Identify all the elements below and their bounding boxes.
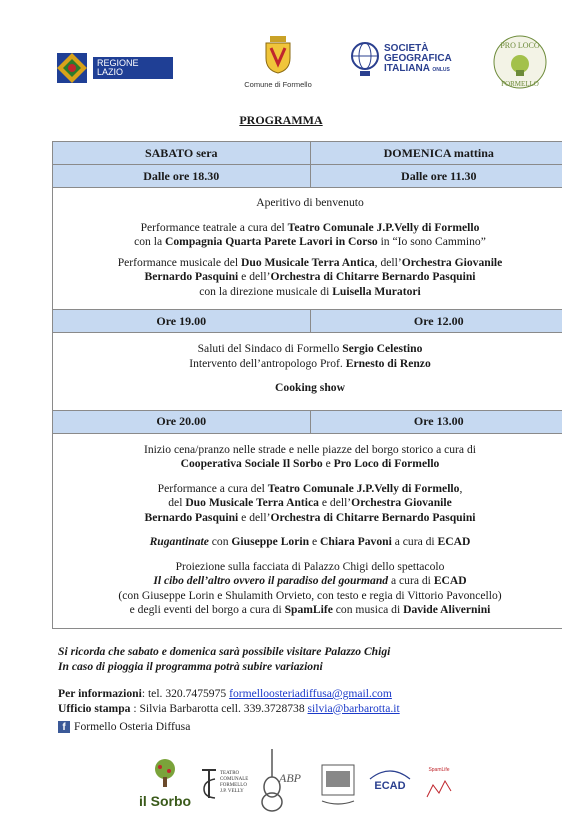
saturday-header: SABATO sera (53, 142, 311, 164)
terra-antica-emblem-icon (318, 761, 358, 809)
formello-crest-icon (263, 36, 293, 74)
sunday-time-1: Dalle ore 11.30 (401, 168, 477, 183)
formello-caption: Comune di Formello (244, 80, 312, 89)
teatro-text-3: FORMELLO (220, 783, 247, 788)
sgi-text-2: GEOGRAFICA (384, 53, 452, 64)
program-table (52, 141, 562, 629)
teatro-text-1: TEATRO (220, 771, 240, 776)
greetings: Saluti del Sindaco di Formello Sergio Celestino Intervento dell’antropologo Prof. Ernesto di Renzo (189, 342, 431, 370)
societa-geografica-logo (350, 38, 460, 88)
cooking-show: Cooking show (275, 381, 345, 394)
terra-antica-logo (318, 761, 358, 809)
ecad-text: ECAD (374, 780, 406, 792)
lazio-text-1: REGIONE (97, 58, 139, 68)
pro-loco-emblem-icon (492, 34, 548, 90)
sponsor-logos (0, 745, 562, 815)
sgi-onlus: ONLUS (432, 67, 450, 73)
abp-text: ABP (279, 771, 301, 785)
abp-logo (260, 747, 310, 812)
program-block-3 (53, 434, 562, 628)
spam-text: SpamLife (428, 767, 450, 773)
sorbo-text: il Sorbo (138, 793, 192, 809)
note-rain: In caso di pioggia il programma potrà subire variazioni (58, 659, 323, 673)
sunday-time-3: Ore 13.00 (413, 414, 464, 428)
lazio-text-2: LAZIO (97, 67, 124, 77)
program-block-2 (53, 333, 562, 411)
welcome-aperitif: Aperitivo di benvenuto (256, 196, 364, 209)
guitar-icon (260, 747, 310, 812)
info-email-link[interactable]: formelloosteriadiffusa@gmail.com (229, 687, 392, 700)
press-email-link[interactable]: silvia@barbarotta.it (307, 701, 400, 715)
page-title: PROGRAMMA (239, 113, 323, 127)
tc-monogram-icon (200, 767, 218, 801)
note-palazzo-chigi: Si ricorda che sabato e domenica sarà possibile visitare Palazzo Chigi (58, 645, 391, 658)
music-performance: Performance musicale del Duo Musicale Terra Antica, dell’Orchestra Giovanile Bernardo Pasquini e dell’Orchestra di Chitarre Bernardo Pasquini con la direzione musicale di Luisella Muratori (117, 255, 503, 298)
day-header-row (53, 142, 562, 165)
time-row-1 (53, 165, 562, 188)
performances: Performance a cura del Teatro Comunale J.P.Velly di Formello, del Duo Musicale Terra Antica e dell’Orchestra Giovanile Bernardo Pasquini e dell’Orchestra di Chitarre Bernardo Pasquini (144, 481, 476, 524)
saturday-time-3: Ore 20.00 (53, 411, 311, 433)
header-logos (0, 28, 562, 108)
teatro-text-4: J.P. VELLY (220, 789, 244, 794)
regione-lazio-logo (55, 48, 175, 88)
theatre-performance: Performance teatrale a cura del Teatro Comunale J.P.Velly di Formello con la Compagnia Quarta Parete Lavori in Corso in “Io sono Cammino” (134, 220, 486, 248)
sgi-text-1: SOCIETÀ (384, 43, 429, 54)
sgi-text-3: ITALIANA (384, 63, 430, 74)
lazio-emblem-icon (55, 51, 89, 85)
ecad-emblem-icon (366, 763, 414, 799)
tree-icon (150, 757, 180, 787)
teatro-text-2: COMUNALE (220, 777, 249, 782)
il-sorbo-logo (137, 757, 193, 815)
ecad-logo (366, 763, 414, 799)
comune-formello-logo (238, 36, 318, 89)
rugantinate: Rugantinate con Giuseppe Lorin e Chiara Pavoni a cura di ECAD (149, 535, 471, 548)
press-office: Ufficio stampa : Silvia Barbarotta cell. 339.3728738 silvia@barbarotta.it (58, 701, 400, 715)
saturday-time-1: Dalle ore 18.30 (53, 165, 311, 187)
spamlife-emblem-icon (423, 763, 455, 803)
dinner-start: Inizio cena/pranzo nelle strade e nelle piazze del borgo storico a cura di Cooperativa Sociale Il Sorbo e Pro Loco di Formello (144, 442, 476, 470)
projection: Proiezione sulla facciata di Palazzo Chigi dello spettacolo Il cibo dell’altro ovvero il paradiso del gourmand a cura di ECAD (con Giuseppe Lorin e Shulamith Orvieto, con testo e regia di Vittorio Pavoncello) e degli eventi del borgo a cura di SpamLife con musica di Davide Alivernini (118, 559, 502, 616)
proloco-text-1: PRO LOCO (500, 41, 540, 50)
program-block-1 (53, 188, 562, 310)
sunday-time-2: Ore 12.00 (413, 313, 464, 328)
spamlife-logo (423, 763, 455, 803)
notes-section (58, 645, 538, 716)
time-row-3 (53, 411, 562, 434)
facebook-icon: f (58, 721, 70, 733)
teatro-comunale-logo (200, 767, 260, 807)
saturday-time-2: Ore 19.00 (53, 310, 311, 332)
time-row-2 (53, 310, 562, 333)
facebook-label: Formello Osteria Diffusa (74, 720, 191, 733)
globe-icon (350, 38, 380, 78)
pro-loco-logo (492, 34, 548, 90)
facebook-link[interactable] (58, 720, 190, 733)
contact-info: Per informazioni: tel. 320.7475975 formelloosteriadiffusa@gmail.com (58, 687, 392, 700)
proloco-text-2: FORMELLO (501, 80, 539, 88)
sunday-header: DOMENICA mattina (383, 145, 494, 160)
